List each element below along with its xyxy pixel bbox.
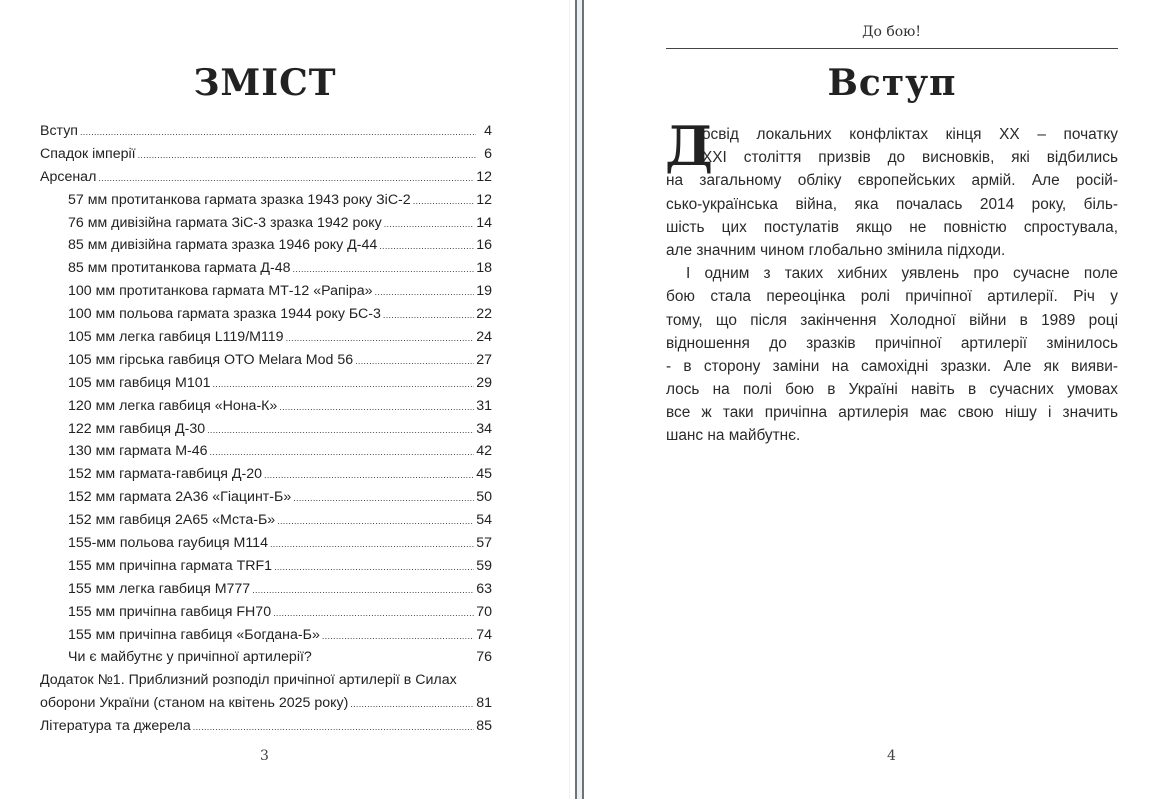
toc-entry-page: 42 xyxy=(476,443,492,460)
toc-entry[interactable] xyxy=(40,649,492,672)
table-of-contents xyxy=(40,123,492,741)
drop-cap: Д xyxy=(665,114,714,178)
toc-leader-dots xyxy=(293,493,474,503)
toc-leader-dots xyxy=(350,699,474,709)
paragraph-line: шість цих постулатів якщо не повністю спростувала, xyxy=(666,218,1118,236)
toc-entry[interactable] xyxy=(40,215,492,238)
toc-leader-dots xyxy=(413,196,475,206)
toc-entry[interactable] xyxy=(40,718,492,741)
toc-entry[interactable] xyxy=(40,192,492,215)
toc-leader-dots xyxy=(286,333,475,343)
toc-entry-label: 130 мм гармата М-46 xyxy=(68,443,208,460)
toc-entry-page: 27 xyxy=(476,351,492,368)
toc-entry-label: Література та джерела xyxy=(40,718,191,735)
toc-leader-dots xyxy=(80,127,476,137)
toc-entry[interactable] xyxy=(40,237,492,260)
toc-entry-label: 155-мм польова гаубиця M114 xyxy=(68,535,268,552)
toc-entry-page: 4 xyxy=(484,123,492,139)
toc-entry-page: 14 xyxy=(476,214,492,231)
toc-entry-appendix-line1 xyxy=(40,672,492,695)
toc-entry[interactable] xyxy=(40,260,492,283)
toc-leader-dots xyxy=(384,219,475,229)
page-number: 4 xyxy=(887,748,896,764)
toc-entry-label: 120 мм легка гавбиця «Нона-К» xyxy=(68,397,278,414)
toc-entry-page: 24 xyxy=(476,329,492,346)
paragraph-line: на загальному обліку європейських армій. Але росій- xyxy=(666,172,1118,190)
toc-leader-dots xyxy=(207,425,474,435)
toc-entry[interactable] xyxy=(40,306,492,329)
toc-entry-page: 34 xyxy=(476,420,492,437)
page-edge xyxy=(569,0,570,799)
toc-entry-page: 70 xyxy=(476,603,492,620)
toc-entry-page: 12 xyxy=(476,168,492,185)
toc-leader-dots xyxy=(293,264,475,274)
toc-entry-label: 85 мм дивізійна гармата зразка 1946 року Д-44 xyxy=(68,237,378,254)
toc-entry-label: Спадок імперії xyxy=(40,145,136,162)
toc-entry-page: 29 xyxy=(476,374,492,391)
toc-leader-dots xyxy=(264,470,474,480)
toc-entry-label: 155 мм причіпна гавбиця «Богдана-Б» xyxy=(68,626,320,643)
chapter-title: Вступ xyxy=(827,62,957,104)
toc-entry-label: 155 мм причіпна гармата TRF1 xyxy=(68,557,273,574)
toc-leader-dots xyxy=(379,241,474,251)
toc-entry-label: Додаток №1. Приблизний розподіл причіпної артилерії в Силах xyxy=(40,672,457,689)
toc-entry-label: Арсенал xyxy=(40,168,97,185)
toc-entry[interactable] xyxy=(40,695,492,718)
chapter-body xyxy=(665,114,1118,448)
paragraph-line: лось на полі бою в Україні навіть в сучасних умовах xyxy=(666,381,1118,399)
toc-entry-page: 19 xyxy=(476,283,492,300)
toc-entry[interactable] xyxy=(40,123,492,146)
toc-entry-page: 50 xyxy=(476,489,492,506)
toc-entry-page: 16 xyxy=(476,237,492,254)
toc-entry-label: 155 мм легка гавбиця M777 xyxy=(68,580,251,597)
toc-entry-page: 85 xyxy=(476,718,492,735)
toc-entry[interactable] xyxy=(40,398,492,421)
toc-entry-label: 152 мм гармата 2А36 «Гіацинт-Б» xyxy=(68,489,292,506)
toc-entry-page: 22 xyxy=(476,306,492,323)
toc-entry[interactable] xyxy=(40,558,492,581)
toc-entry-label: 152 мм гармата-гавбиця Д-20 xyxy=(68,466,263,483)
toc-leader-dots xyxy=(212,379,474,389)
toc-entry-page: 63 xyxy=(476,580,492,597)
toc-entry-label: 100 мм польова гармата зразка 1944 року БС-3 xyxy=(68,306,381,323)
paragraph-line: освід локальних конфліктах кінця XX – початку xyxy=(702,126,1118,143)
toc-entry[interactable] xyxy=(40,581,492,604)
toc-entry-label: 85 мм протитанкова гармата Д-48 xyxy=(68,260,291,277)
running-header: До бою! xyxy=(862,24,921,40)
toc-entry[interactable] xyxy=(40,489,492,512)
toc-leader-dots xyxy=(98,173,474,183)
paragraph-line: але значним чином глобально змінила підходи. xyxy=(666,241,1006,259)
toc-entry-page: 18 xyxy=(476,260,492,277)
toc-leader-dots xyxy=(273,608,474,618)
toc-leader-dots xyxy=(279,402,474,412)
toc-title: ЗМІСТ xyxy=(193,62,337,104)
paragraph-line: тому, що після закінчення Холодної війни в 1989 році xyxy=(666,311,1118,329)
toc-entry-page: 59 xyxy=(476,557,492,574)
right-page xyxy=(584,0,1149,799)
toc-leader-dots xyxy=(210,447,475,457)
page-number: 3 xyxy=(260,748,269,764)
toc-entry-label: 76 мм дивізійна гармата ЗіС-3 зразка 1942 року xyxy=(68,214,382,231)
toc-leader-dots xyxy=(383,310,474,320)
paragraph-line: відношення до зразків причіпної артилерії змінилось xyxy=(666,334,1118,352)
toc-entry[interactable] xyxy=(40,329,492,352)
book-spine xyxy=(575,0,584,799)
toc-entry-label: 100 мм протитанкова гармата МТ-12 «Рапіра» xyxy=(68,283,373,300)
paragraph-line: все ж таки причіпна артилерія має свою нішу і значить xyxy=(666,404,1118,422)
toc-entry-label: 155 мм причіпна гавбиця FH70 xyxy=(68,603,272,620)
toc-entry-label: 57 мм протитанкова гармата зразка 1943 року ЗіС-2 xyxy=(68,191,411,208)
toc-entry-label: 105 мм гавбиця M101 xyxy=(68,374,211,391)
toc-entry-page: 31 xyxy=(476,397,492,414)
toc-entry-label: 152 мм гавбиця 2А65 «Мста-Б» xyxy=(68,512,276,529)
toc-leader-dots xyxy=(193,722,474,732)
toc-entry[interactable] xyxy=(40,535,492,558)
toc-leader-dots xyxy=(277,516,474,526)
paragraph-line: сько-українська війна, яка почалась 2014 року, біль- xyxy=(666,195,1118,213)
toc-entry-page: 45 xyxy=(476,466,492,483)
toc-entry-label: оборони України (станом на квітень 2025 року) xyxy=(40,695,349,712)
toc-leader-dots xyxy=(270,539,474,549)
toc-entry-page: 76 xyxy=(476,649,492,666)
toc-entry[interactable] xyxy=(40,283,492,306)
toc-entry[interactable] xyxy=(40,169,492,192)
toc-entry-label: Вступ xyxy=(40,123,78,139)
toc-entry-label: 122 мм гавбиця Д-30 xyxy=(68,420,206,437)
toc-entry[interactable] xyxy=(40,627,492,650)
toc-entry-page: 6 xyxy=(484,145,492,162)
toc-leader-dots xyxy=(355,356,474,366)
toc-entry[interactable] xyxy=(40,146,492,169)
toc-leader-dots xyxy=(322,631,474,641)
toc-entry-page: 57 xyxy=(476,535,492,552)
toc-entry-page: 81 xyxy=(476,695,492,712)
toc-entry-page: 12 xyxy=(476,191,492,208)
toc-entry[interactable] xyxy=(40,512,492,535)
header-rule xyxy=(666,48,1118,49)
toc-entry-label: 105 мм легка гавбиця L119/M119 xyxy=(68,329,284,346)
toc-entry-page: 54 xyxy=(476,512,492,529)
toc-entry-label: Чи є майбутнє у причіпної артилерії? xyxy=(68,649,312,666)
toc-entry-page: 74 xyxy=(476,626,492,643)
toc-entry-label: 105 мм гірська гавбиця OTO Melara Mod 56 xyxy=(68,351,354,368)
toc-leader-dots xyxy=(274,562,474,572)
toc-leader-dots xyxy=(375,287,475,297)
toc-entry[interactable] xyxy=(40,443,492,466)
toc-entry[interactable] xyxy=(40,466,492,489)
toc-entry[interactable] xyxy=(40,352,492,375)
toc-entry[interactable] xyxy=(40,375,492,398)
toc-entry[interactable] xyxy=(40,421,492,444)
paragraph-line: - в сторону заміни на самохідні зразки. Але як вияви- xyxy=(666,357,1118,375)
paragraph-line: XXI століття призвів до висновків, які відбились xyxy=(702,149,1118,167)
paragraph-line: І одним з таких хибних уявлень про сучасне поле xyxy=(686,265,1118,283)
toc-entry[interactable] xyxy=(40,604,492,627)
toc-leader-dots xyxy=(138,150,476,160)
toc-leader-dots xyxy=(252,585,474,595)
paragraph-line: бою стала переоцінка ролі причіпної артилерії. Річ у xyxy=(666,288,1118,306)
paragraph-line: шанс на майбутнє. xyxy=(666,427,801,445)
